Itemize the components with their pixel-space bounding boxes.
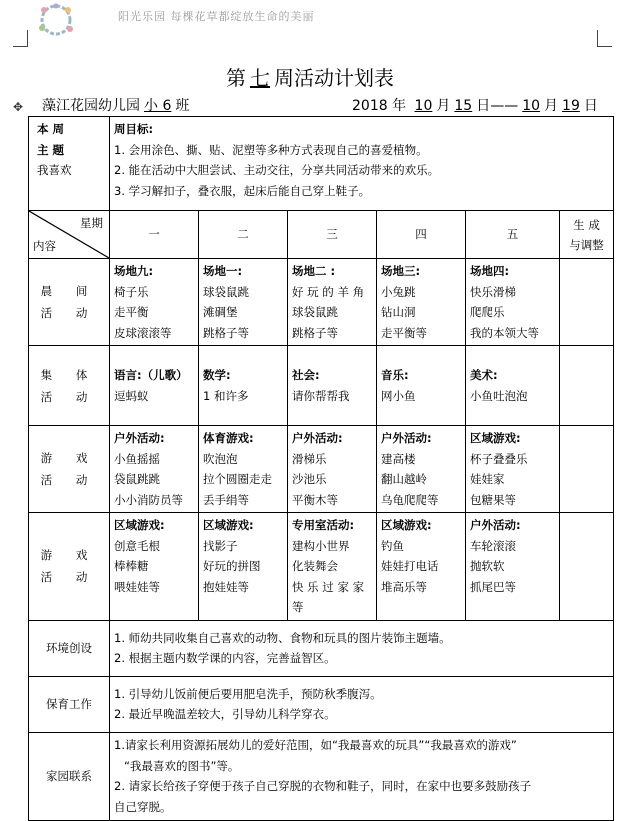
adjust-column-header: 生 成 与调整 — [560, 211, 614, 259]
activity-title: 音乐: — [381, 368, 409, 382]
activity-cell — [377, 346, 466, 426]
activity-title: 场地一: — [203, 264, 243, 278]
activity-item: 走平衡等 — [381, 325, 427, 340]
activity-item: 小兔跳 — [381, 284, 416, 299]
care-row — [29, 676, 614, 732]
home-contact-item: 自己穿脱。 — [114, 799, 172, 814]
activity-cell — [110, 426, 199, 513]
activity-item: 棒棒糖 — [114, 559, 149, 573]
activity-title: 数学: — [203, 368, 231, 382]
activity-item: 娃娃家 — [470, 472, 505, 486]
header-motto: 阳光乐园 每棵花草都绽放生命的美丽 — [118, 10, 315, 23]
flower-wreath-logo — [30, 2, 82, 38]
activity-title: 区域游戏: — [470, 431, 521, 445]
activity-item: 车轮滚滚 — [470, 538, 516, 553]
activity-item: 快 乐 过 家 家 — [292, 579, 365, 594]
diagonal-header-cell — [29, 211, 110, 259]
date-day-start: 15 — [454, 98, 473, 114]
adjust-cell — [560, 426, 614, 513]
activity-item: 杯子叠叠乐 — [470, 451, 528, 466]
activity-title: 区域游戏: — [114, 518, 165, 532]
activity-title: 社会: — [292, 368, 320, 382]
weekday-thursday: 四 — [377, 211, 466, 259]
activity-item: 娃娃打电话 — [381, 559, 439, 573]
activity-item: 包糖果等 — [470, 492, 516, 507]
activity-item: 喂娃娃等 — [114, 579, 160, 594]
activity-item: 建高楼 — [381, 451, 416, 466]
activity-item: 走平衡 — [114, 305, 149, 319]
activity-item: 堆高乐等 — [381, 579, 427, 594]
row-label-game: 游 戏 活 动 — [29, 513, 110, 621]
activity-item: 好 玩 的 羊 角 — [292, 284, 365, 299]
activity-cell — [377, 513, 466, 621]
activity-cell — [288, 426, 377, 513]
activity-item: 跳格子等 — [292, 325, 338, 340]
home-contact-item: 2. 请家长给孩子穿便于孩子自己穿脱的衣物和鞋子，同时，在家中也要多鼓励孩子 — [114, 779, 532, 793]
activity-item: 好玩的拼图 — [203, 559, 261, 573]
activity-cell — [110, 513, 199, 621]
weekly-plan-table — [28, 116, 614, 821]
activity-cell — [110, 346, 199, 426]
activity-item: 我的本领大等 — [470, 325, 539, 340]
activity-item: 椅子乐 — [114, 284, 149, 299]
activity-item: 爬爬乐 — [470, 305, 505, 319]
care-cell — [110, 676, 614, 732]
weekday-wednesday: 三 — [288, 211, 377, 259]
theme-label: 主 题 — [37, 142, 65, 157]
environment-item: 2. 根据主题内数学课的内容，完善益智区。 — [114, 651, 336, 665]
activity-title: 户外活动: — [114, 431, 165, 445]
activity-item: 逗蚂蚁 — [114, 388, 149, 403]
activity-title: 场地四: — [470, 264, 510, 278]
goal-item: 1. 会用涂色、撕、贴、泥塑等多种方式表现自己的喜爱植物。 — [114, 142, 428, 157]
row-label-group: 集 体 活 动 — [29, 346, 110, 426]
care-item: 2. 最近早晚温差较大，引导幼儿科学穿衣。 — [114, 707, 336, 721]
table-move-handle-icon[interactable]: ✥ — [13, 100, 24, 114]
activity-title: 户外活动: — [292, 431, 343, 445]
activity-title: 场地三: — [381, 264, 421, 278]
activity-item: 滑梯乐 — [292, 451, 327, 466]
activity-item: 小小消防员等 — [114, 492, 183, 507]
school-class-line — [42, 95, 189, 115]
activity-item: 抓尾巴等 — [470, 579, 516, 594]
activity-item: 1 和许多 — [203, 388, 249, 403]
adjust-cell — [560, 346, 614, 426]
activity-title: 语言:（儿歌） — [114, 368, 188, 382]
activity-item: 球袋鼠跳 — [292, 305, 338, 319]
activity-cell — [466, 346, 560, 426]
activity-item: 吹泡泡 — [203, 451, 238, 466]
theme-name: 我喜欢 — [37, 163, 72, 177]
activity-item: 钓鱼 — [381, 538, 404, 553]
activity-item: 创意毛根 — [114, 538, 160, 553]
activity-title: 体育游戏: — [203, 431, 254, 445]
activity-item: 袋鼠跳跳 — [114, 472, 160, 486]
activity-item: 抱娃娃等 — [203, 579, 249, 594]
date-month-char: 月 — [436, 98, 451, 114]
activity-item: 建构小世界 — [292, 538, 350, 553]
activity-cell — [110, 259, 199, 346]
activity-title: 美术: — [470, 368, 498, 382]
activity-cell — [377, 426, 466, 513]
activity-row-game-2 — [29, 513, 614, 621]
activity-item: 球袋鼠跳 — [203, 284, 249, 299]
date-range — [352, 95, 598, 115]
adjust-cell — [560, 259, 614, 346]
class-suffix: 班 — [175, 98, 190, 114]
class-number: 小 6 — [144, 98, 172, 114]
activity-title: 户外活动: — [381, 431, 432, 445]
corner-mark-left — [13, 30, 28, 47]
activity-title: 区域游戏: — [203, 518, 254, 532]
activity-item: 拉个圆圈走走 — [203, 472, 272, 486]
activity-item: 沙池乐 — [292, 472, 327, 486]
activity-item: 滩碉堡 — [203, 305, 238, 319]
goals-title: 周目标: — [114, 122, 154, 136]
title-suffix: 周活动计划表 — [274, 66, 394, 90]
title-prefix: 第 — [226, 66, 246, 90]
activity-item: 找影子 — [203, 538, 238, 553]
activity-cell — [288, 259, 377, 346]
row-label-game: 游 戏 活 动 — [29, 426, 110, 513]
date-day-char: 日—— — [476, 98, 519, 114]
environment-label: 环境创设 — [29, 620, 110, 676]
activity-cell — [199, 259, 288, 346]
activity-item: 快乐滑梯 — [470, 284, 516, 299]
care-label: 保育工作 — [29, 676, 110, 732]
activity-title: 场地二 : — [292, 264, 336, 278]
weekday-monday: 一 — [110, 211, 199, 259]
weekday-header-row — [29, 211, 614, 259]
environment-item: 1. 师幼共同收集自己喜欢的动物、食物和玩具的图片装饰主题墙。 — [114, 630, 451, 645]
activity-row-morning — [29, 259, 614, 346]
home-contact-cell — [110, 732, 614, 820]
activity-title: 专用室活动: — [292, 518, 355, 532]
date-day-char: 日 — [583, 98, 598, 114]
home-contact-label: 家园联系 — [29, 732, 110, 820]
activity-item: 小鱼吐泡泡 — [470, 388, 528, 403]
date-year: 2018 年 — [352, 98, 407, 114]
goals-cell — [110, 117, 614, 211]
activity-item: 翻山越岭 — [381, 472, 427, 486]
activity-item: 皮球滚滚等 — [114, 325, 172, 340]
week-label: 星期 — [80, 216, 103, 230]
activity-item: 钻山洞 — [381, 305, 416, 319]
goal-item: 2. 能在活动中大胆尝试、主动交往，分享共同活动带来的欢乐。 — [114, 163, 440, 177]
activity-cell — [199, 513, 288, 621]
content-label: 内容 — [33, 238, 56, 253]
theme-label: 本 周 — [37, 122, 65, 136]
activity-item: 跳格子等 — [203, 325, 249, 340]
activity-item: 乌龟爬爬等 — [381, 492, 439, 507]
activity-item: 丢手绢等 — [203, 492, 249, 507]
date-month-start: 10 — [414, 98, 433, 114]
adjust-cell — [560, 513, 614, 621]
activity-cell — [377, 259, 466, 346]
activity-cell — [288, 346, 377, 426]
activity-cell — [466, 259, 560, 346]
corner-mark-right — [597, 30, 612, 47]
activity-item: 平衡木等 — [292, 492, 338, 507]
goal-item: 3. 学习解扣子，叠衣服，起床后能自己穿上鞋子。 — [114, 183, 371, 198]
row-label-morning: 晨 间 活 动 — [29, 259, 110, 346]
activity-cell — [199, 426, 288, 513]
activity-item: 小鱼摇摇 — [114, 451, 160, 466]
care-item: 1. 引导幼儿饭前便后要用肥皂洗手，预防秋季腹泻。 — [114, 686, 382, 701]
weekday-friday: 五 — [466, 211, 560, 259]
activity-row-game-1 — [29, 426, 614, 513]
title-week: 七 — [250, 66, 270, 90]
environment-cell — [110, 620, 614, 676]
theme-label-cell — [29, 117, 110, 211]
activity-item: 网小鱼 — [381, 388, 416, 403]
activity-title: 区域游戏: — [381, 518, 432, 532]
home-contact-item: “我最喜欢的图书”等。 — [124, 758, 240, 773]
activity-title: 场地九: — [114, 264, 154, 278]
activity-title: 户外活动: — [470, 518, 521, 532]
activity-item: 请你帮帮我 — [292, 388, 350, 403]
page-title — [0, 62, 620, 91]
date-month-end: 10 — [522, 98, 541, 114]
activity-cell — [466, 513, 560, 621]
school-name: 藻江花园幼儿园 — [42, 98, 140, 114]
activity-row-group — [29, 346, 614, 426]
home-contact-row — [29, 732, 614, 820]
activity-cell — [466, 426, 560, 513]
date-day-end: 19 — [562, 98, 580, 114]
activity-cell — [199, 346, 288, 426]
weekday-tuesday: 二 — [199, 211, 288, 259]
activity-item: 化装舞会 — [292, 559, 338, 573]
theme-row — [29, 117, 614, 211]
home-contact-item: 1.请家长利用资源拓展幼儿的爱好范围，如“我最喜欢的玩具”“我最喜欢的游戏” — [114, 738, 517, 752]
date-month-char: 月 — [544, 98, 559, 114]
activity-cell — [288, 513, 377, 621]
activity-item: 抛软软 — [470, 559, 505, 573]
activity-item: 等 — [292, 600, 304, 614]
environment-row — [29, 620, 614, 676]
